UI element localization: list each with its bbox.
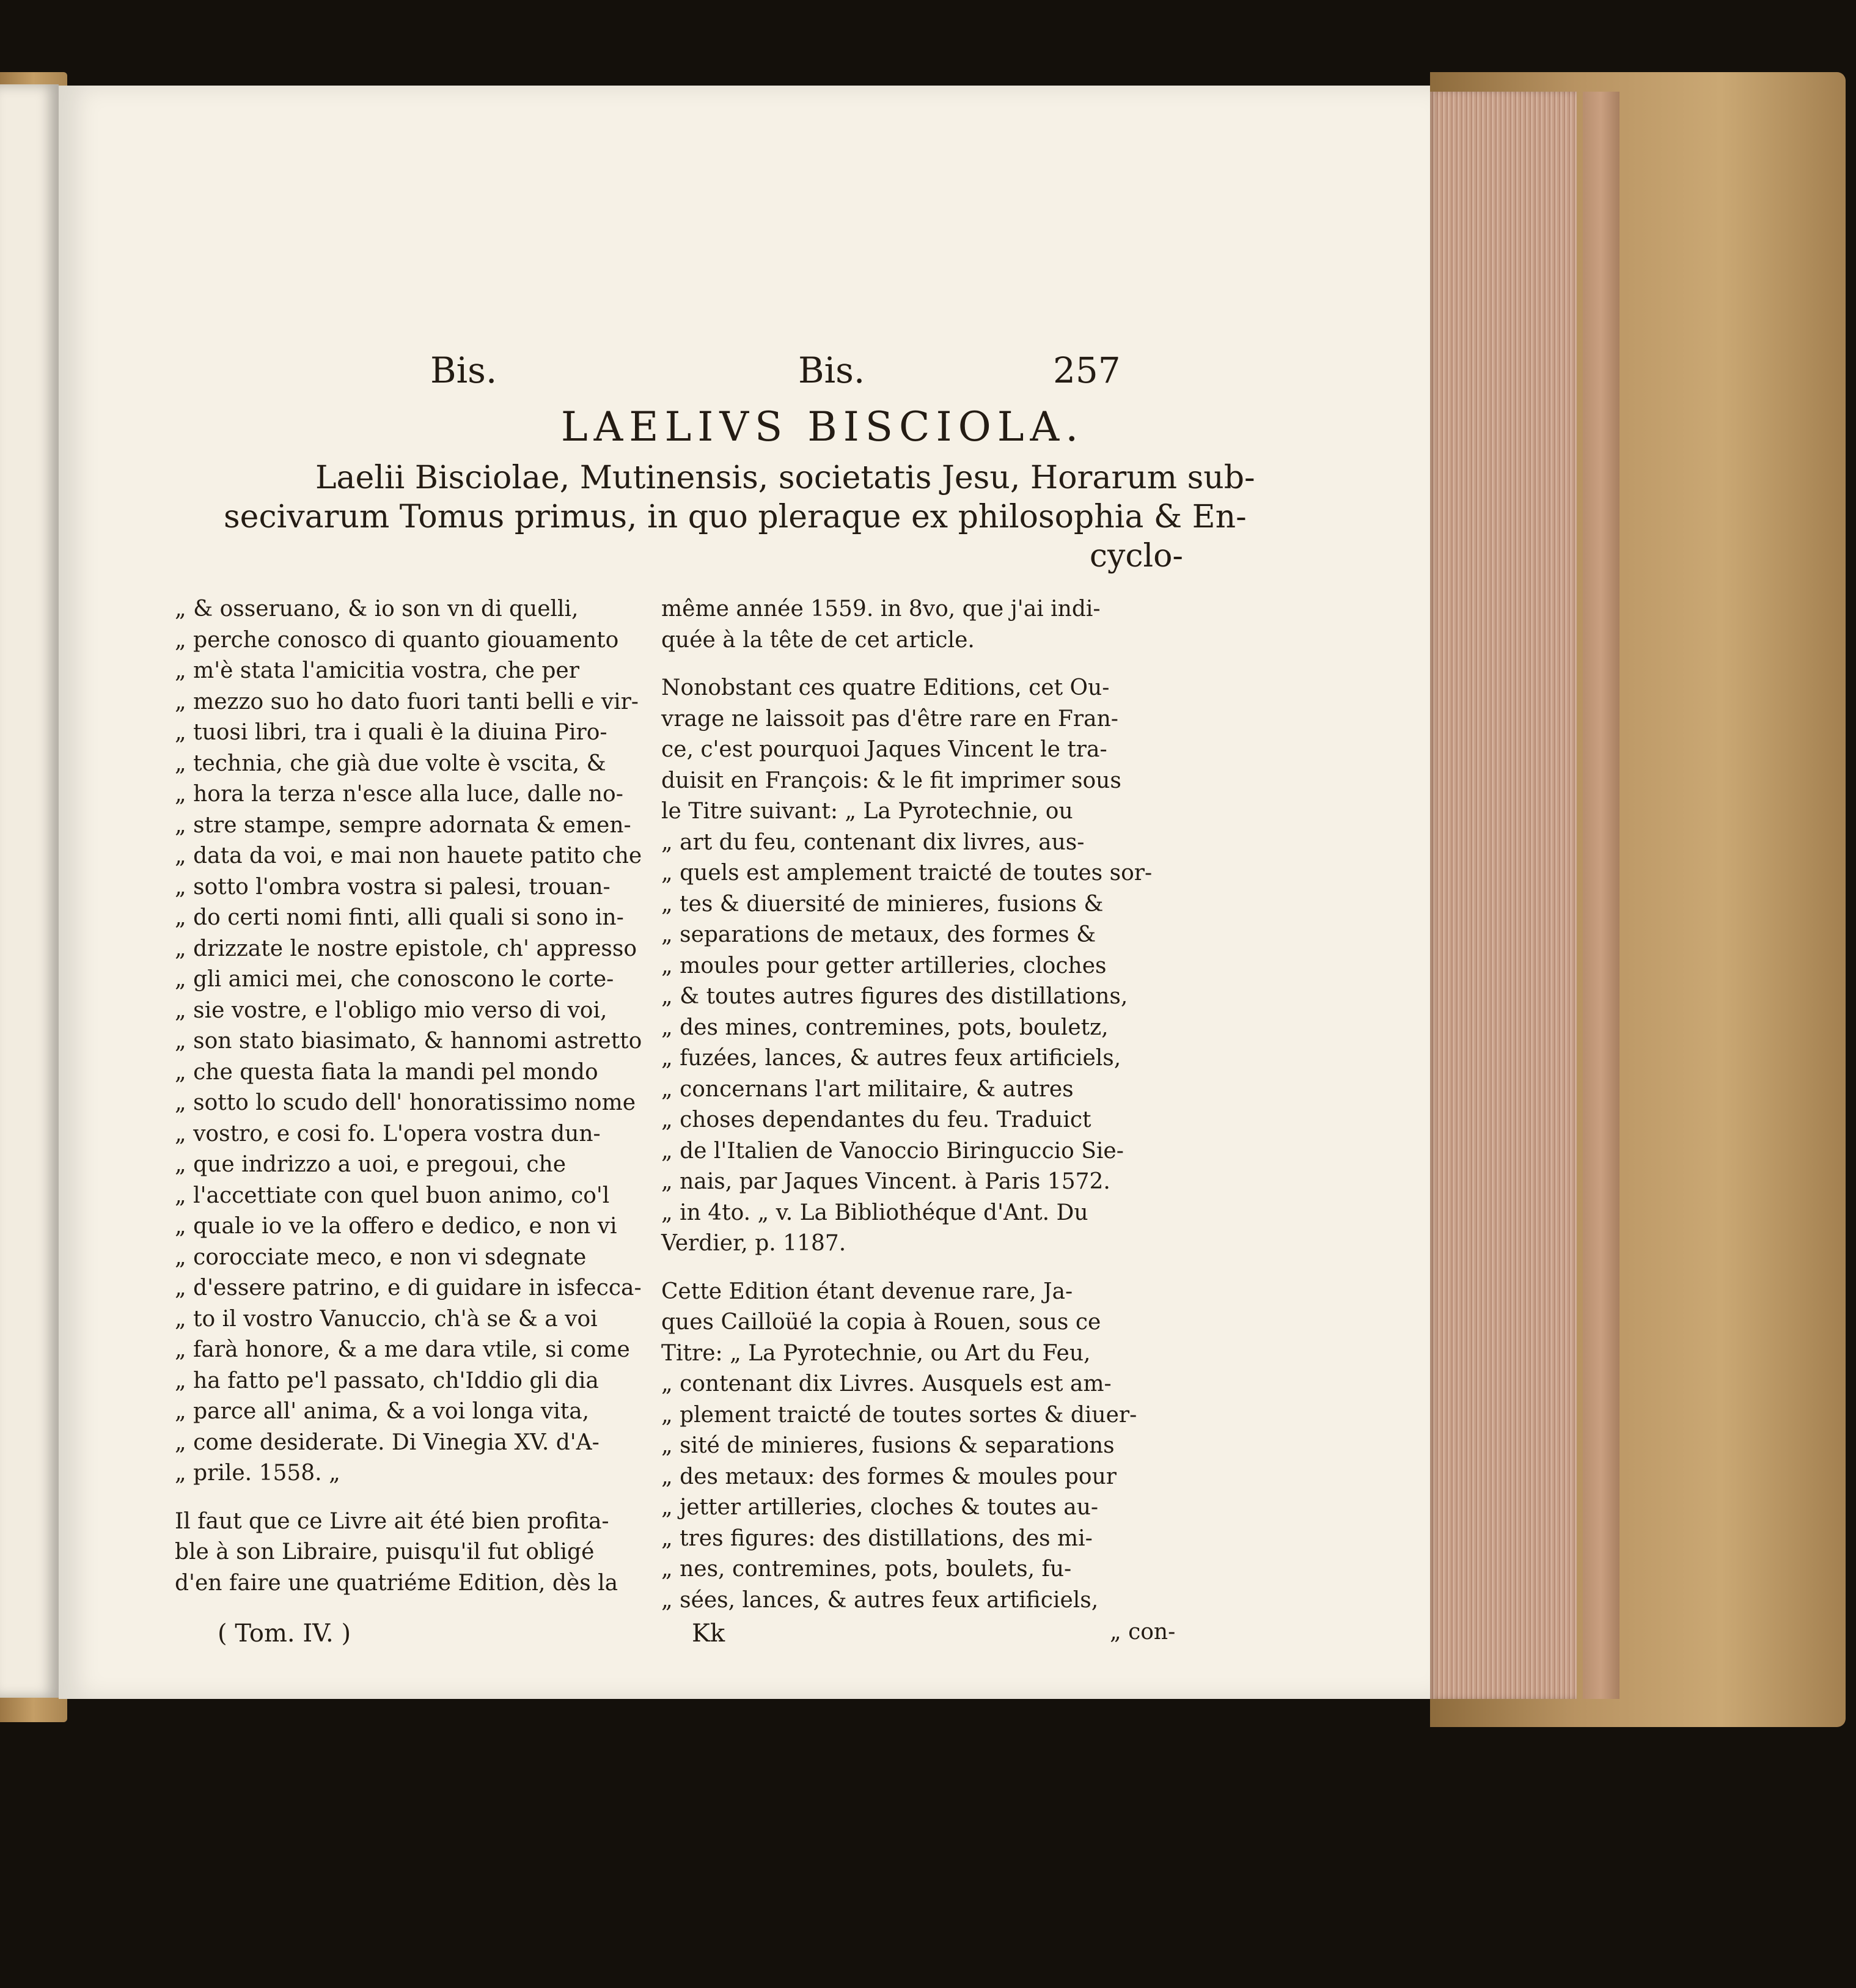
signature-mark: Kk — [692, 1619, 725, 1648]
text-line: „ do certi nomi finti, alli quali si sono in- — [175, 905, 624, 930]
text-line: „ vostro, e cosi fo. L'opera vostra dun- — [175, 1121, 601, 1146]
text-line: „ nes, contremines, pots, boulets, fu- — [661, 1557, 1072, 1582]
page-block-edges — [1430, 92, 1577, 1699]
text-line: ce, c'est pourquoi Jaques Vincent le tra- — [661, 737, 1107, 762]
text-line: Nonobstant ces quatre Editions, cet Ou- — [661, 675, 1110, 700]
text-line: „ to il vostro Vanuccio, ch'à se & a voi — [175, 1306, 598, 1332]
entry-line: cyclo- — [1089, 538, 1183, 574]
text-line: „ prile. 1558. „ — [175, 1461, 340, 1486]
left-column — [175, 594, 645, 1599]
text-line: „ d'essere patrino, e di guidare in isfecca- — [175, 1275, 642, 1300]
entry-line: secivarum Tomus primus, in quo pleraque ex philosophia & En- — [224, 499, 1247, 535]
text-line: „ plement traicté de toutes sortes & diuer- — [661, 1402, 1137, 1428]
text-line: „ mezzo suo ho dato fuori tanti belli e vir- — [175, 689, 639, 714]
text-line: „ tuosi libri, tra i quali è la diuina Piro- — [175, 720, 607, 745]
text-line: le Titre suivant: „ La Pyrotechnie, ou — [661, 799, 1073, 824]
text-line: „ ha fatto pe'l passato, ch'Iddio gli dia — [175, 1368, 599, 1393]
text-line: ble à son Libraire, puisqu'il fut obligé — [175, 1539, 595, 1564]
right-column — [661, 594, 1153, 1616]
entry-line: Laelii Bisciolae, Mutinensis, societatis Jesu, Horarum sub- — [315, 460, 1255, 496]
text-line: „ hora la terza n'esce alla luce, dalle no- — [175, 782, 623, 807]
text-line: „ tes & diuersité de minieres, fusions & — [661, 891, 1104, 917]
text-line: „ l'accettiate con quel buon animo, co'l — [175, 1183, 610, 1208]
text-line: „ que indrizzo a uoi, e pregoui, che — [175, 1152, 567, 1177]
text-line: Il faut que ce Livre ait été bien profita- — [175, 1508, 609, 1534]
text-line: „ contenant dix Livres. Ausquels est am- — [661, 1371, 1112, 1396]
catchword: „ con- — [1110, 1619, 1176, 1645]
paragraph-gap — [661, 1260, 1132, 1277]
volume-mark: ( Tom. IV. ) — [218, 1619, 351, 1648]
text-line: „ art du feu, contenant dix livres, aus- — [661, 829, 1085, 855]
text-line: „ sie vostre, e l'obligo mio verso di voi, — [175, 997, 607, 1023]
page-number: 257 — [1053, 350, 1121, 391]
text-line: „ jetter artilleries, cloches & toutes au- — [661, 1495, 1099, 1520]
text-line: „ sées, lances, & autres feux artificiels, — [661, 1587, 1099, 1613]
left-page-edge — [0, 84, 59, 1698]
text-line: „ moules pour getter artilleries, cloches — [661, 953, 1107, 978]
text-line: „ gli amici mei, che conoscono le corte- — [175, 967, 614, 992]
text-line: Verdier, p. 1187. — [661, 1231, 846, 1256]
text-line: „ & osseruano, & io son vn di quelli, — [175, 596, 579, 622]
text-line: „ & toutes autres figures des distillations, — [661, 984, 1128, 1009]
header-left: Bis. — [430, 350, 497, 391]
text-line: „ son stato biasimato, & hannomi astretto — [175, 1029, 642, 1054]
entry-heading-text — [224, 458, 1255, 576]
text-line: „ farà honore, & a me dara vtile, si come — [175, 1337, 630, 1362]
text-line: „ fuzées, lances, & autres feux artificiels, — [661, 1046, 1121, 1071]
text-line: „ drizzate le nostre epistole, ch' appresso — [175, 936, 637, 961]
text-line: „ quels est amplement traicté de toutes sor- — [661, 860, 1153, 886]
text-line: „ des metaux: des formes & moules pour — [661, 1464, 1117, 1489]
text-line: „ stre stampe, sempre adornata & emen- — [175, 812, 631, 838]
text-line: „ m'è stata l'amicitia vostra, che per — [175, 658, 579, 683]
text-line: duisit en François: & le fit imprimer sous — [661, 768, 1121, 793]
text-line: „ tres figures: des distillations, des mi- — [661, 1525, 1093, 1551]
text-line: „ perche conosco di quanto giouamento — [175, 627, 619, 653]
entry-title: LAELIVS BISCIOLA. — [560, 403, 1085, 450]
text-line: „ sité de minieres, fusions & separations — [661, 1433, 1115, 1458]
text-line: même année 1559. in 8vo, que j'ai indi- — [661, 596, 1101, 622]
header-center: Bis. — [798, 350, 865, 391]
text-line: „ choses dependantes du feu. Traduict — [661, 1107, 1091, 1132]
text-line: „ in 4to. „ v. La Bibliothéque d'Ant. Du — [661, 1200, 1088, 1225]
text-line: „ sotto l'ombra vostra si palesi, trouan- — [175, 874, 611, 900]
text-line: „ technia, che già due volte è vscita, & — [175, 750, 606, 776]
text-line: „ separations de metaux, des formes & — [661, 922, 1096, 947]
text-line: „ data da voi, e mai non hauete patito che — [175, 843, 642, 868]
text-line: „ sotto lo scudo dell' honoratissimo nome — [175, 1090, 636, 1115]
text-line: Cette Edition étant devenue rare, Ja- — [661, 1278, 1073, 1304]
text-line: „ corocciate meco, e non vi sdegnate — [175, 1244, 587, 1270]
paragraph-gap — [661, 656, 1132, 673]
text-line: „ quale io ve la offero e dedico, e non vi — [175, 1214, 617, 1239]
text-line: vrage ne laissoit pas d'être rare en Fran- — [661, 706, 1118, 732]
text-line: „ come desiderate. Di Vinegia XV. d'A- — [175, 1429, 600, 1455]
running-header — [59, 350, 1430, 405]
text-line: „ de l'Italien de Vanoccio Biringuccio Sie- — [661, 1138, 1124, 1164]
text-line: „ parce all' anima, & a voi longa vita, — [175, 1399, 590, 1424]
text-line: „ che questa fiata la mandi pel mondo — [175, 1059, 598, 1085]
leather-turn-in — [1583, 92, 1619, 1699]
text-line: „ nais, par Jaques Vincent. à Paris 1572. — [661, 1169, 1110, 1194]
page — [59, 86, 1430, 1699]
text-line: ques Cailloüé la copia à Rouen, sous ce — [661, 1310, 1101, 1335]
text-line: „ concernans l'art militaire, & autres — [661, 1076, 1074, 1102]
text-line: quée à la tête de cet article. — [661, 627, 975, 653]
text-line: „ des mines, contremines, pots, bouletz, — [661, 1014, 1109, 1040]
text-line: Titre: „ La Pyrotechnie, ou Art du Feu, — [661, 1340, 1091, 1366]
paragraph-gap — [175, 1489, 645, 1506]
text-line: d'en faire une quatriéme Edition, dès la — [175, 1570, 618, 1596]
